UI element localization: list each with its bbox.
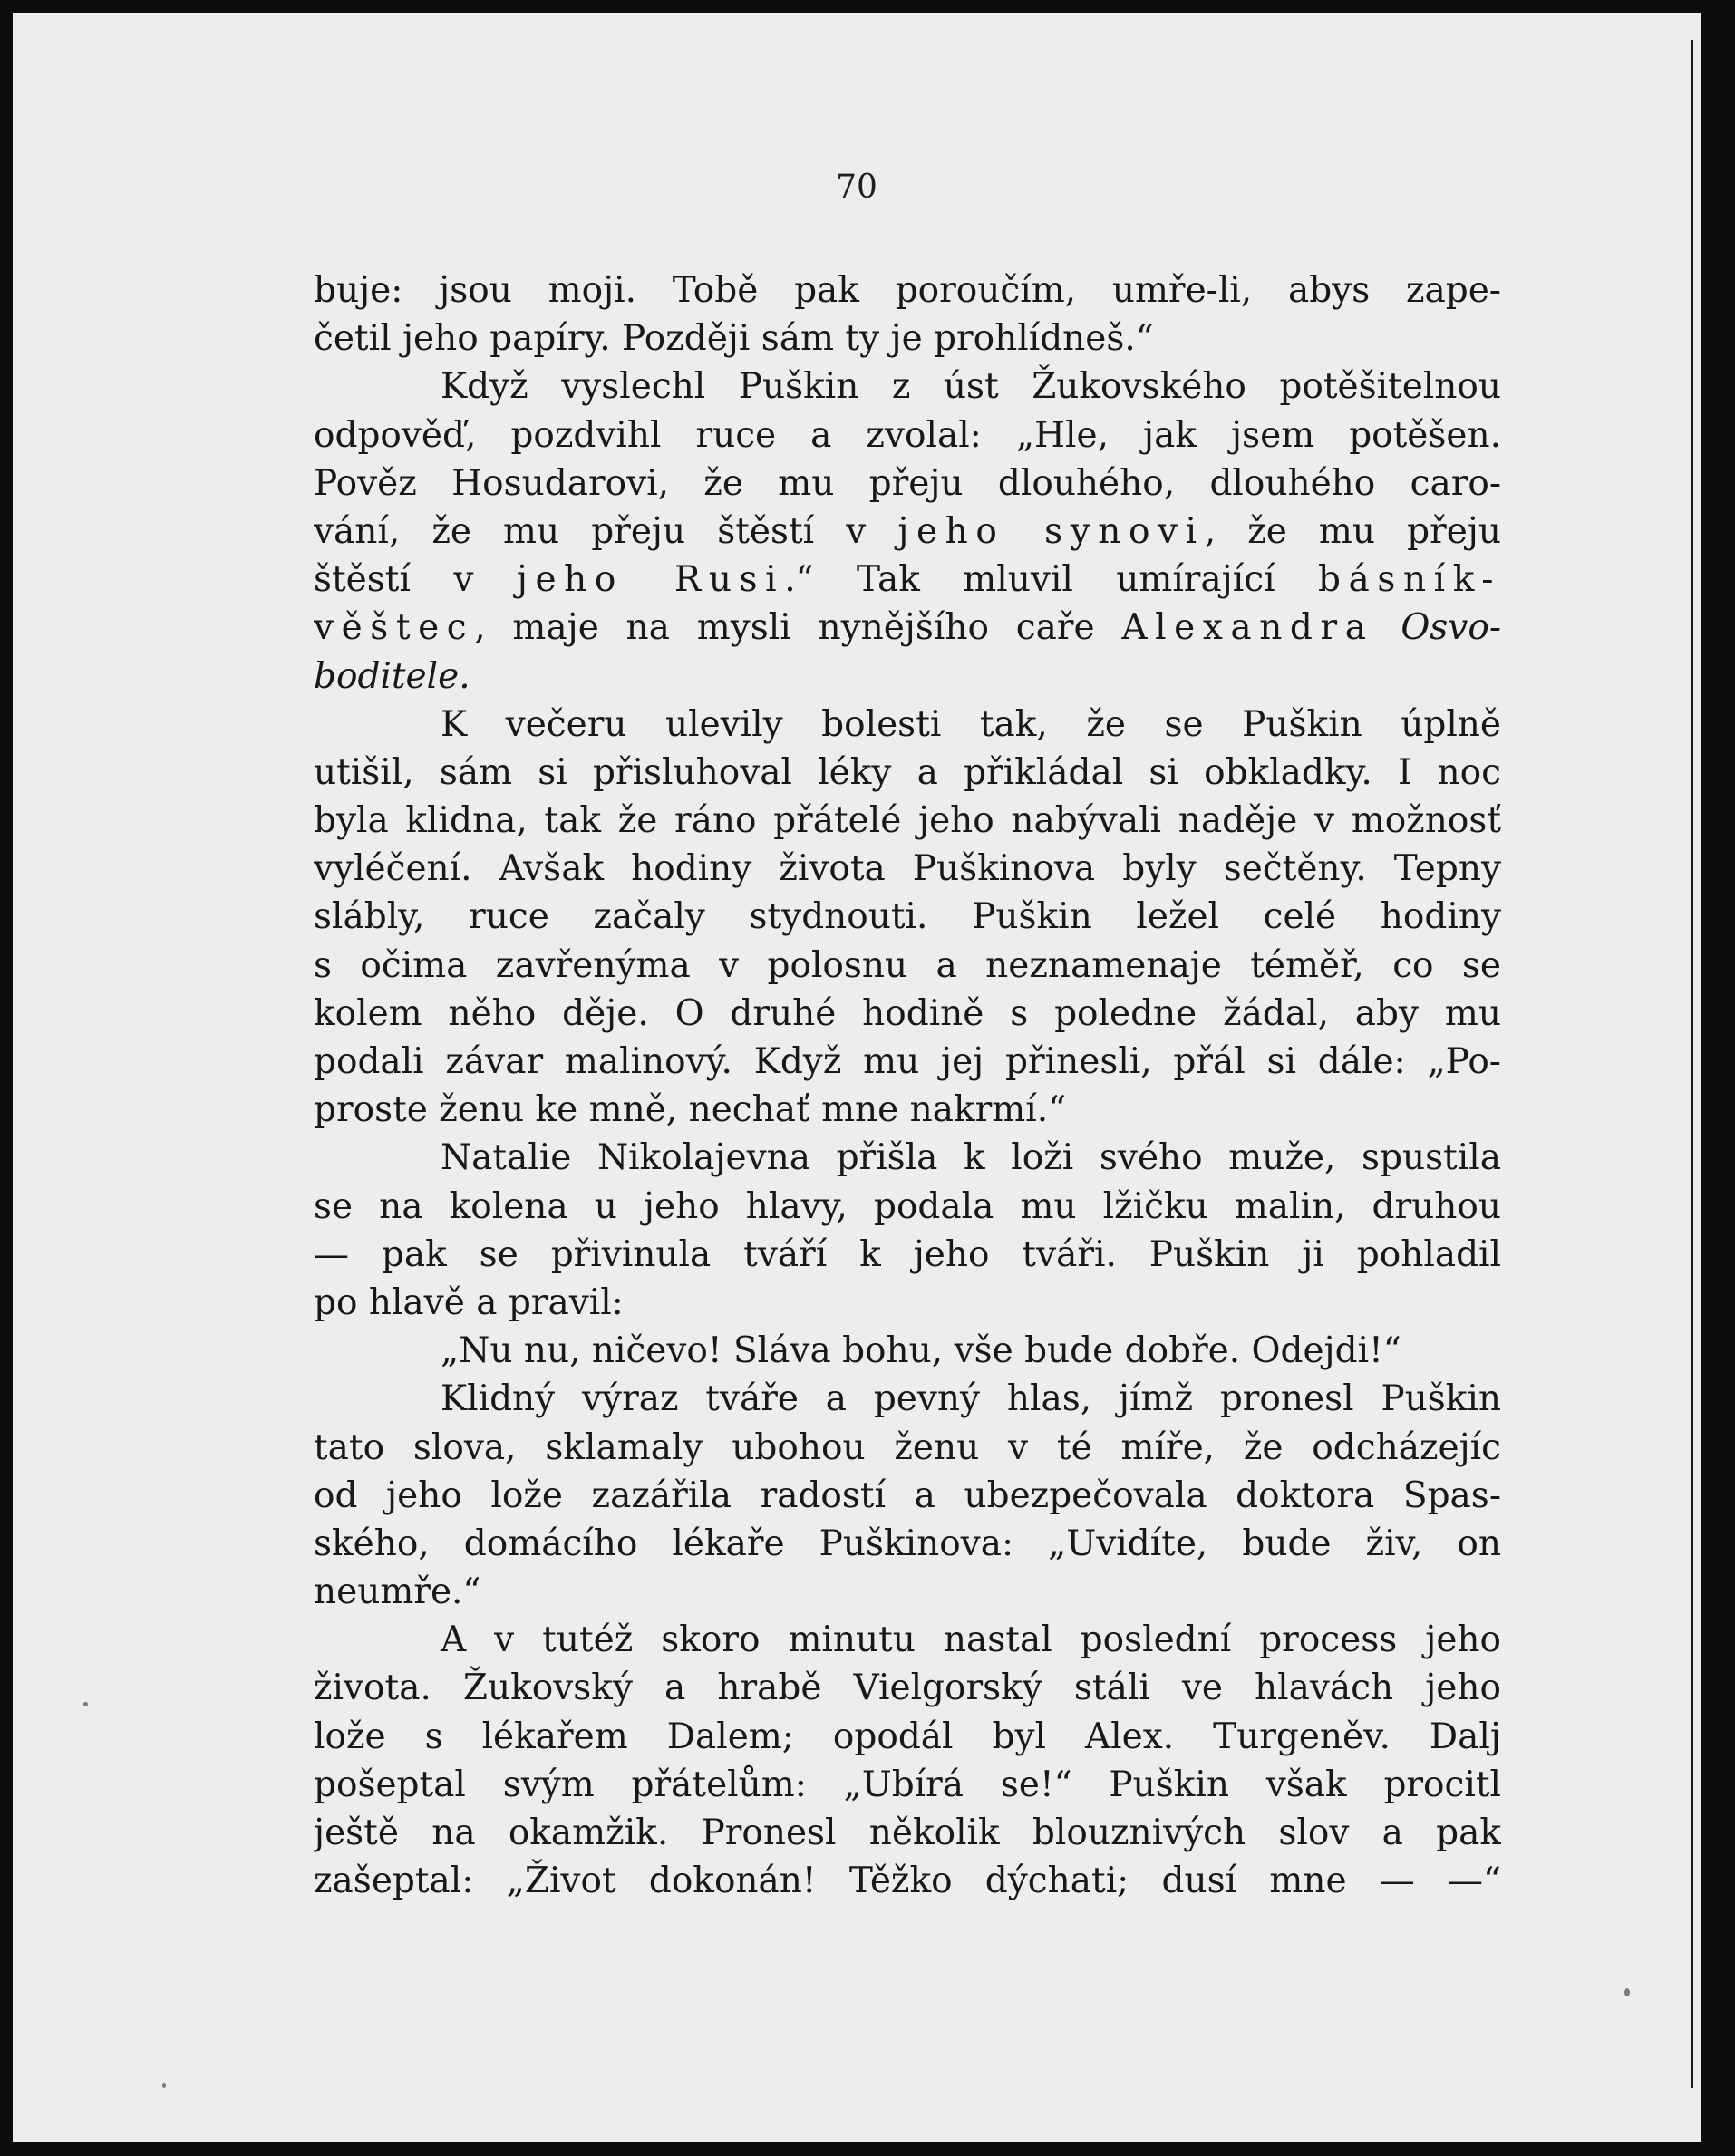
text-segment: vání, že mu přeju štěstí v [314,510,898,552]
text-line: proste ženu ke mně, nechať mne nakrmí.“ [314,1089,1067,1131]
italic-text: Osvo- [1401,607,1501,649]
text-line: Natalie Nikolajevna přišla k loži svého muže, spustila [441,1137,1501,1179]
text-line: četil jeho papíry. Později sám ty je prohlídneš.“ [314,318,1154,360]
text-line: utišil, sám si přisluhoval léky a přikládal si obkladky. I noc [314,751,1501,793]
text-line: K večeru ulevily bolesti tak, že se Puškin úplně [441,703,1501,745]
text-line: lože s lékařem Dalem; opodál byl Alex. Turgeněv. Dalj [314,1716,1501,1757]
text-segment [1374,607,1401,648]
text-segment: .“ Tak mluvil umírající [784,559,1318,601]
text-line: ského, domácího lékaře Puškinova: „Uvidíte, bude živ, on [314,1523,1501,1564]
italic-text: boditele. [314,655,470,697]
text-line: kolem něho děje. O druhé hodině s poledne žádal, aby mu [314,992,1501,1034]
text-line: neumře.“ [314,1571,481,1613]
text-line: odpověď, pozdvihl ruce a zvolal: „Hle, jak jsem potěšen. [314,414,1501,456]
emphasized-text: jeho Rusi [516,559,785,601]
book-page [13,13,1701,2142]
emphasized-text: básník- [1317,559,1501,601]
emphasized-text: jeho synovi [897,510,1205,552]
text-line: života. Žukovský a hrabě Vielgorský stáli ve hlavách jeho [314,1668,1501,1709]
text-line: pošeptal svým přátelům: „Ubírá se!“ Puškin však procitl [314,1764,1501,1805]
text-line [314,556,1501,604]
text-segment: , maje na mysli nynějšího caře [474,607,1122,649]
text-line: „Nu nu, ničevo! Sláva bohu, vše bude dobře. Odejdi!“ [441,1330,1401,1372]
text-line: ještě na okamžik. Pronesl několik blouznivých slov a pak [314,1813,1501,1853]
text-line: Když vyslechl Puškin z úst Žukovského potěšitelnou [441,366,1501,408]
text-line: Pověz Hosudarovi, že mu přeju dlouhého, dlouhého carо- [314,462,1501,504]
page-edge-rule [1691,40,1693,2088]
text-line: podali závar malinový. Když mu jej přinesli, přál si dále: „Po- [314,1041,1501,1082]
text-line: zašeptal: „Život dokonán! Těžko dýchati; dusí mne — —“ [314,1861,1501,1902]
text-line: po hlavě a pravil: [314,1281,624,1323]
emphasized-text: věštec [314,607,475,649]
text-line: — pak se přivinula tváří k jeho tváři. Puškin ji pohladil [314,1233,1501,1275]
text-line: vyléčení. Avšak hodiny života Puškinova byly sečtěny. Tepny [314,848,1501,890]
text-segment: štěstí v [314,559,517,601]
text-line: tato slova, sklamaly ubohou ženu v té míře, že odcházejíc [314,1426,1501,1468]
text-segment: , že mu přeju [1204,510,1501,552]
text-line: od jeho lože zazářila radostí a ubezpečovala doktora Spas- [314,1474,1501,1516]
emphasized-text: Alexandra [1121,607,1374,649]
dust-speck [162,2083,166,2088]
text-line [314,508,1501,556]
text-line: s očima zavřenýma v polosnu a neznamenaje téměř, co se [314,944,1501,986]
text-line [314,604,1501,652]
text-line: Klidný výraz tváře a pevný hlas, jímž pronesl Puškin [441,1378,1501,1420]
text-line: buje: jsou moji. Tobě pak poroučím, umře-li, abys zape- [314,270,1501,311]
page-number: 70 [836,169,877,206]
text-line: se na kolena u jeho hlavy, podala mu lžičku malin, druhou [314,1185,1501,1227]
dust-speck [83,1702,88,1706]
text-line: byla klidna, tak že ráno přátelé jeho nabývali naděje v možnosť [314,800,1501,842]
text-line: slábly, ruce začaly stydnouti. Puškin ležel celé hodiny [314,896,1501,938]
dust-speck [1624,1988,1630,1996]
text-line [314,653,1501,701]
body-text [314,266,1501,1905]
text-line: A v tutéž skoro minutu nastal poslední process jeho [441,1619,1501,1661]
